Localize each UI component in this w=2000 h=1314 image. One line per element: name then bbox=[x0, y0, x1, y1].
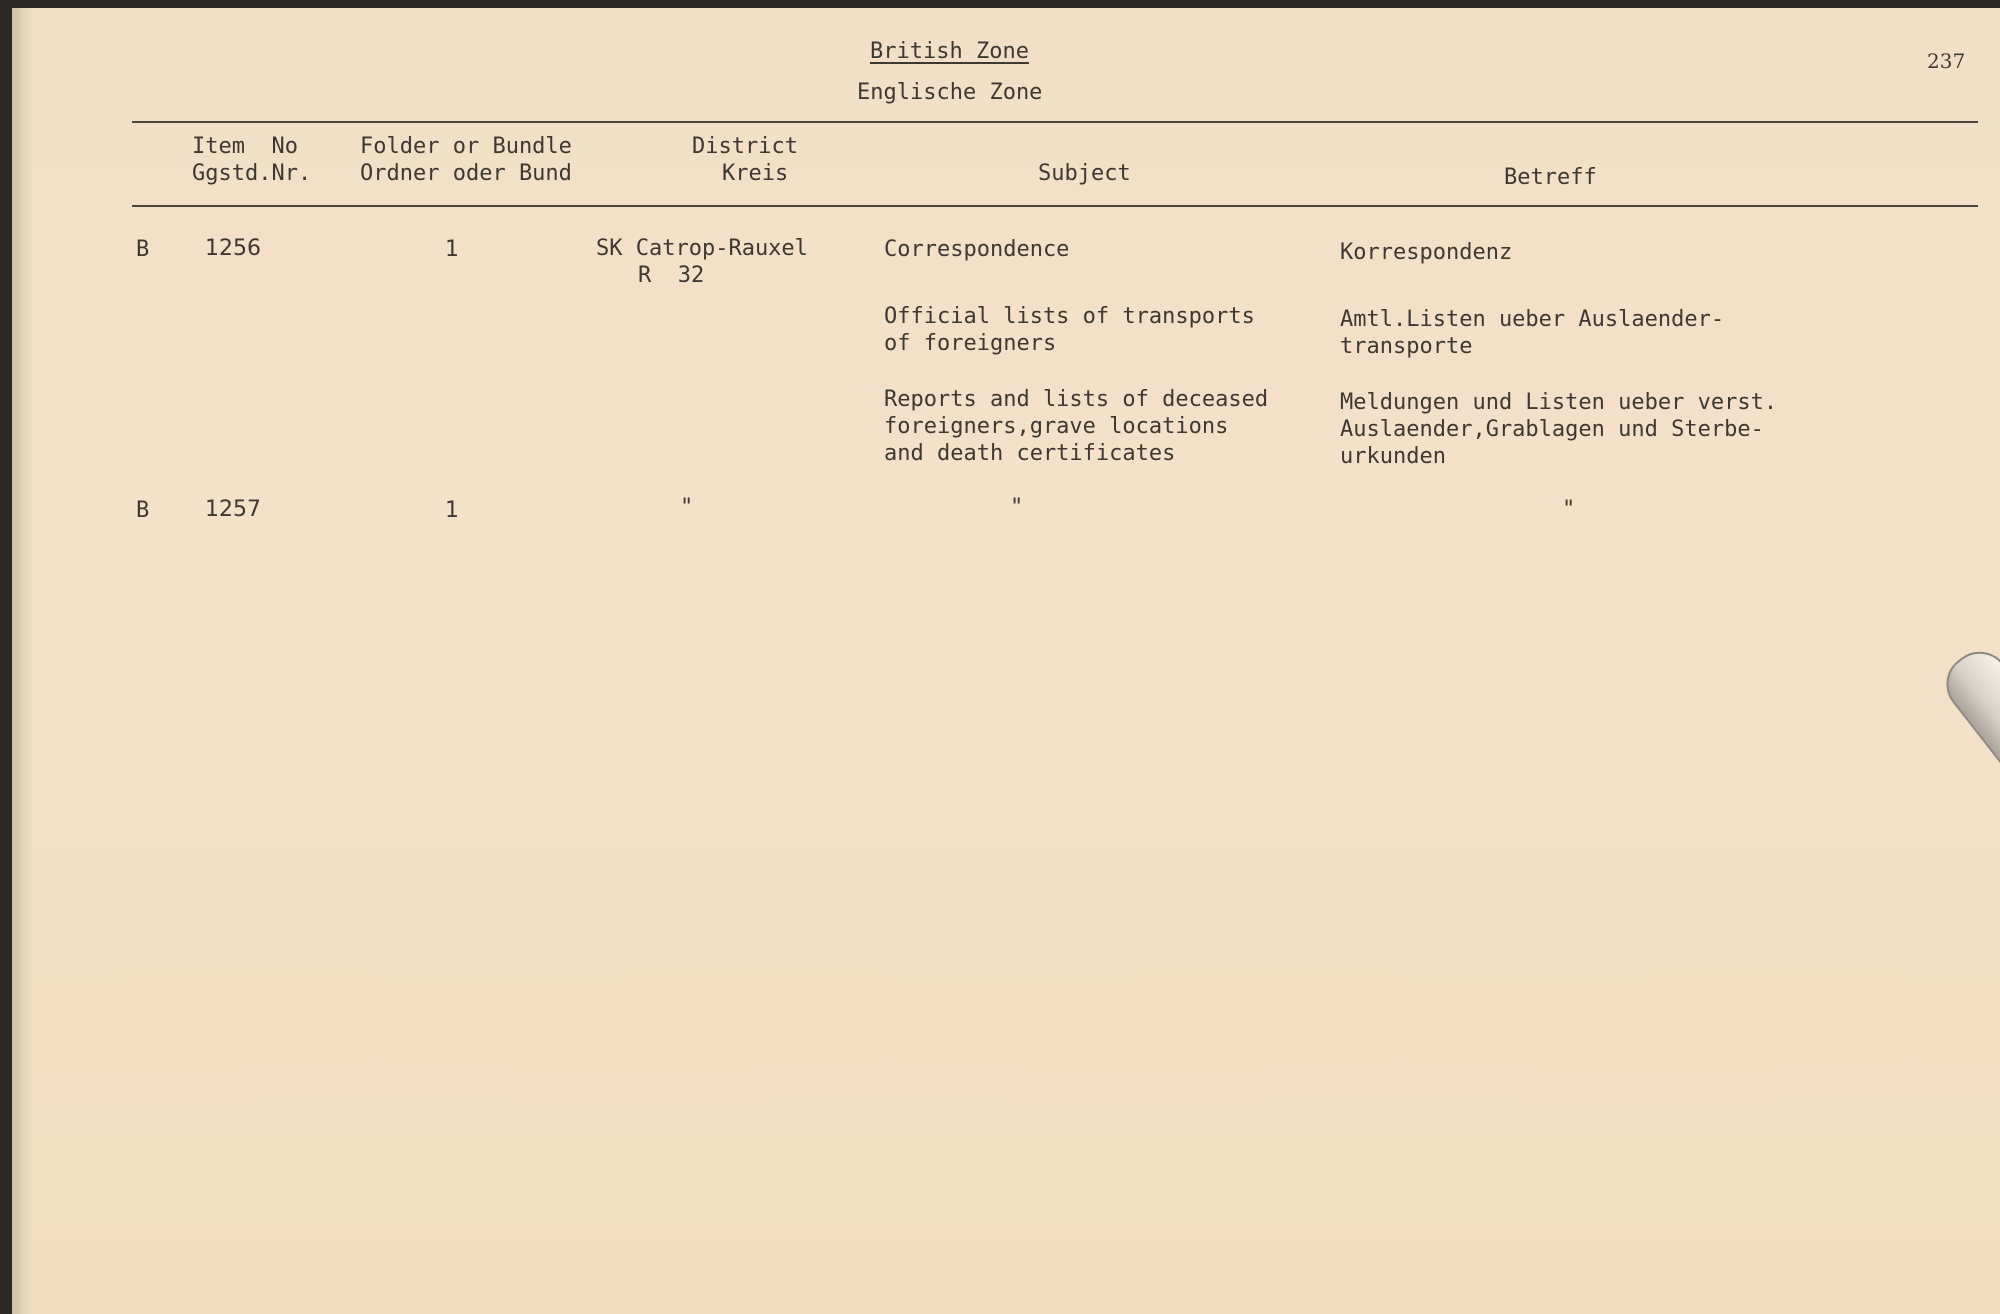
row-betreff-ditto: " bbox=[1562, 497, 1576, 522]
document-page bbox=[12, 8, 2000, 1314]
subject-line: Reports and lists of deceased bbox=[884, 387, 1269, 412]
header-district-de: Kreis bbox=[722, 161, 789, 186]
betreff-line: transporte bbox=[1340, 334, 1473, 359]
betreff-line: urkunden bbox=[1340, 444, 1446, 469]
row-subject-ditto: " bbox=[1010, 495, 1024, 520]
row-prefix: B bbox=[136, 237, 150, 262]
row-folder: 1 bbox=[445, 498, 459, 523]
subject-line: and death certificates bbox=[884, 441, 1176, 466]
page-number: 237 bbox=[1927, 49, 1966, 73]
header-top-rule bbox=[132, 121, 1978, 123]
header-subject: Subject bbox=[1038, 161, 1131, 186]
betreff-line: Auslaender,Grablagen und Sterbe- bbox=[1340, 417, 1764, 442]
page-binding-edge bbox=[12, 8, 32, 1314]
subject-line: foreigners,grave locations bbox=[884, 414, 1229, 439]
row-item-number: 1257 bbox=[205, 497, 261, 522]
row-item-number: 1256 bbox=[205, 236, 261, 261]
row-prefix: B bbox=[136, 498, 150, 523]
header-district: District bbox=[692, 134, 798, 159]
row-district: SK Catrop-Rauxel bbox=[596, 236, 808, 261]
row-district-code: R 32 bbox=[638, 263, 705, 288]
betreff-line: Meldungen und Listen ueber verst. bbox=[1340, 390, 1778, 415]
row-district-ditto: " bbox=[680, 495, 694, 520]
subject-line: of foreigners bbox=[884, 331, 1057, 356]
betreff-line: Korrespondenz bbox=[1340, 240, 1513, 265]
betreff-line: Amtl.Listen ueber Auslaender- bbox=[1340, 307, 1725, 332]
row-folder: 1 bbox=[445, 237, 459, 262]
header-item-no: Item No bbox=[192, 134, 298, 159]
zone-subtitle: Englische Zone bbox=[857, 80, 1043, 105]
zone-title: British Zone bbox=[870, 39, 1029, 64]
header-folder: Folder or Bundle bbox=[360, 134, 572, 159]
subject-line: Correspondence bbox=[884, 237, 1070, 262]
header-folder-de: Ordner oder Bund bbox=[360, 161, 572, 186]
header-item-no-de: Ggstd.Nr. bbox=[192, 161, 312, 186]
header-bottom-rule bbox=[132, 205, 1978, 207]
subject-line: Official lists of transports bbox=[884, 304, 1255, 329]
paper-clip bbox=[1934, 640, 2000, 801]
header-betreff: Betreff bbox=[1504, 165, 1597, 190]
